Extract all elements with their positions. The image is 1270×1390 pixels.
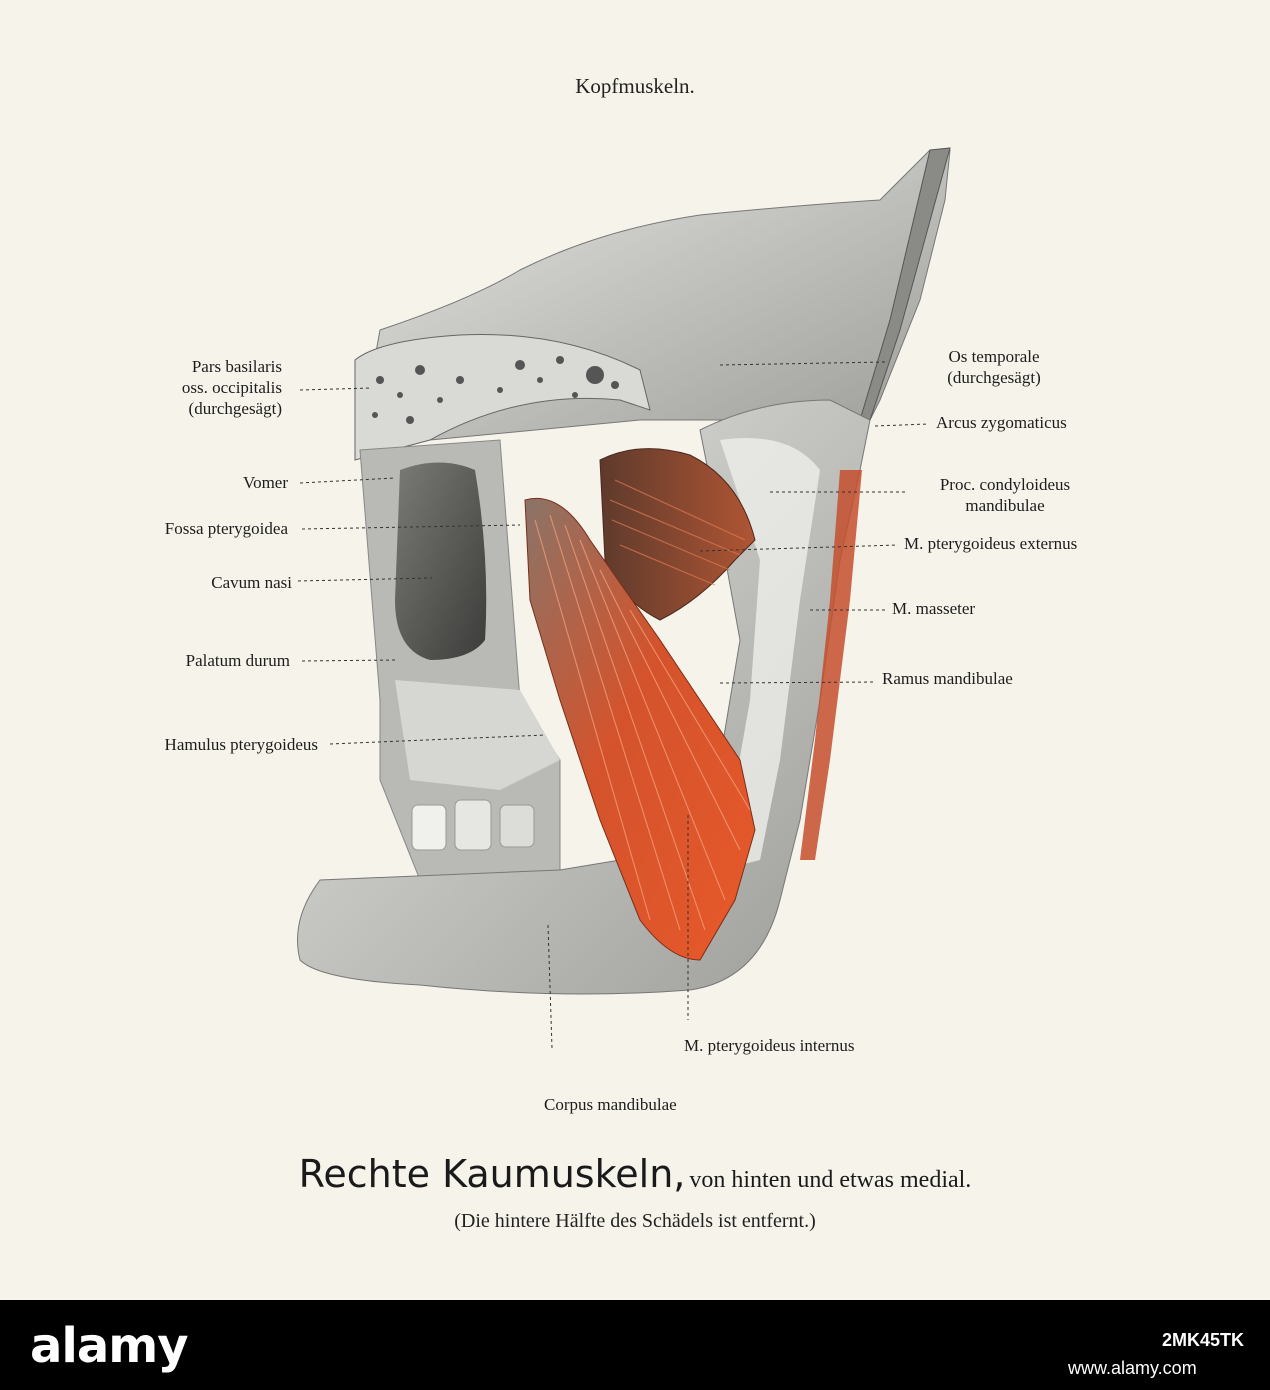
label-palatum-durum: Palatum durum: [185, 651, 290, 670]
label-pterygoideus-externus: M. pterygoideus externus: [904, 534, 1078, 553]
label-proc-condyloideus-line2: mandibulae: [965, 496, 1045, 515]
label-pars-basilaris-line2: oss. occipitalis: [181, 378, 282, 397]
cavum-nasi-shape: [395, 463, 486, 661]
label-masseter: M. masseter: [892, 599, 976, 618]
label-fossa-pterygoidea: Fossa pterygoidea: [164, 519, 288, 538]
label-corpus-mandibulae: Corpus mandibulae: [544, 1095, 677, 1114]
stock-footer: [0, 1300, 1270, 1390]
image-id: 2MK45TK: [1162, 1330, 1245, 1350]
label-proc-condyloideus-line1: Proc. condyloideus: [939, 475, 1071, 494]
label-proc-condyloideus: [910, 474, 1100, 516]
label-arcus-zygomaticus: Arcus zygomaticus: [936, 413, 1067, 432]
alamy-logo: alamy: [30, 1318, 188, 1374]
label-vomer: Vomer: [242, 473, 288, 492]
label-hamulus-pterygoideus: Hamulus pterygoideus: [164, 735, 318, 754]
site-url: www.alamy.com: [1068, 1358, 1197, 1378]
caption-note: (Die hintere Hälfte des Schädels ist entfernt.): [454, 1210, 816, 1232]
caption-subtitle: von hinten und etwas medial.: [689, 1167, 972, 1193]
label-os-temporale-line1: Os temporale: [948, 347, 1040, 366]
label-os-temporale-line2: (durchgesägt): [947, 368, 1041, 387]
page-header: Kopfmuskeln.: [575, 74, 695, 98]
label-pars-basilaris-line1: Pars basilaris: [191, 357, 282, 376]
caption-title: Rechte Kaumuskeln,: [298, 1152, 686, 1196]
label-pterygoideus-internus: M. pterygoideus internus: [684, 1036, 855, 1055]
label-os-temporale: [924, 346, 1064, 388]
label-pars-basilaris-line3: (durchgesägt): [188, 399, 282, 418]
label-ramus-mandibulae: Ramus mandibulae: [882, 669, 1013, 688]
label-pars-basilaris: [140, 356, 282, 419]
label-cavum-nasi: Cavum nasi: [211, 573, 292, 592]
figure-caption: [0, 1152, 1270, 1196]
